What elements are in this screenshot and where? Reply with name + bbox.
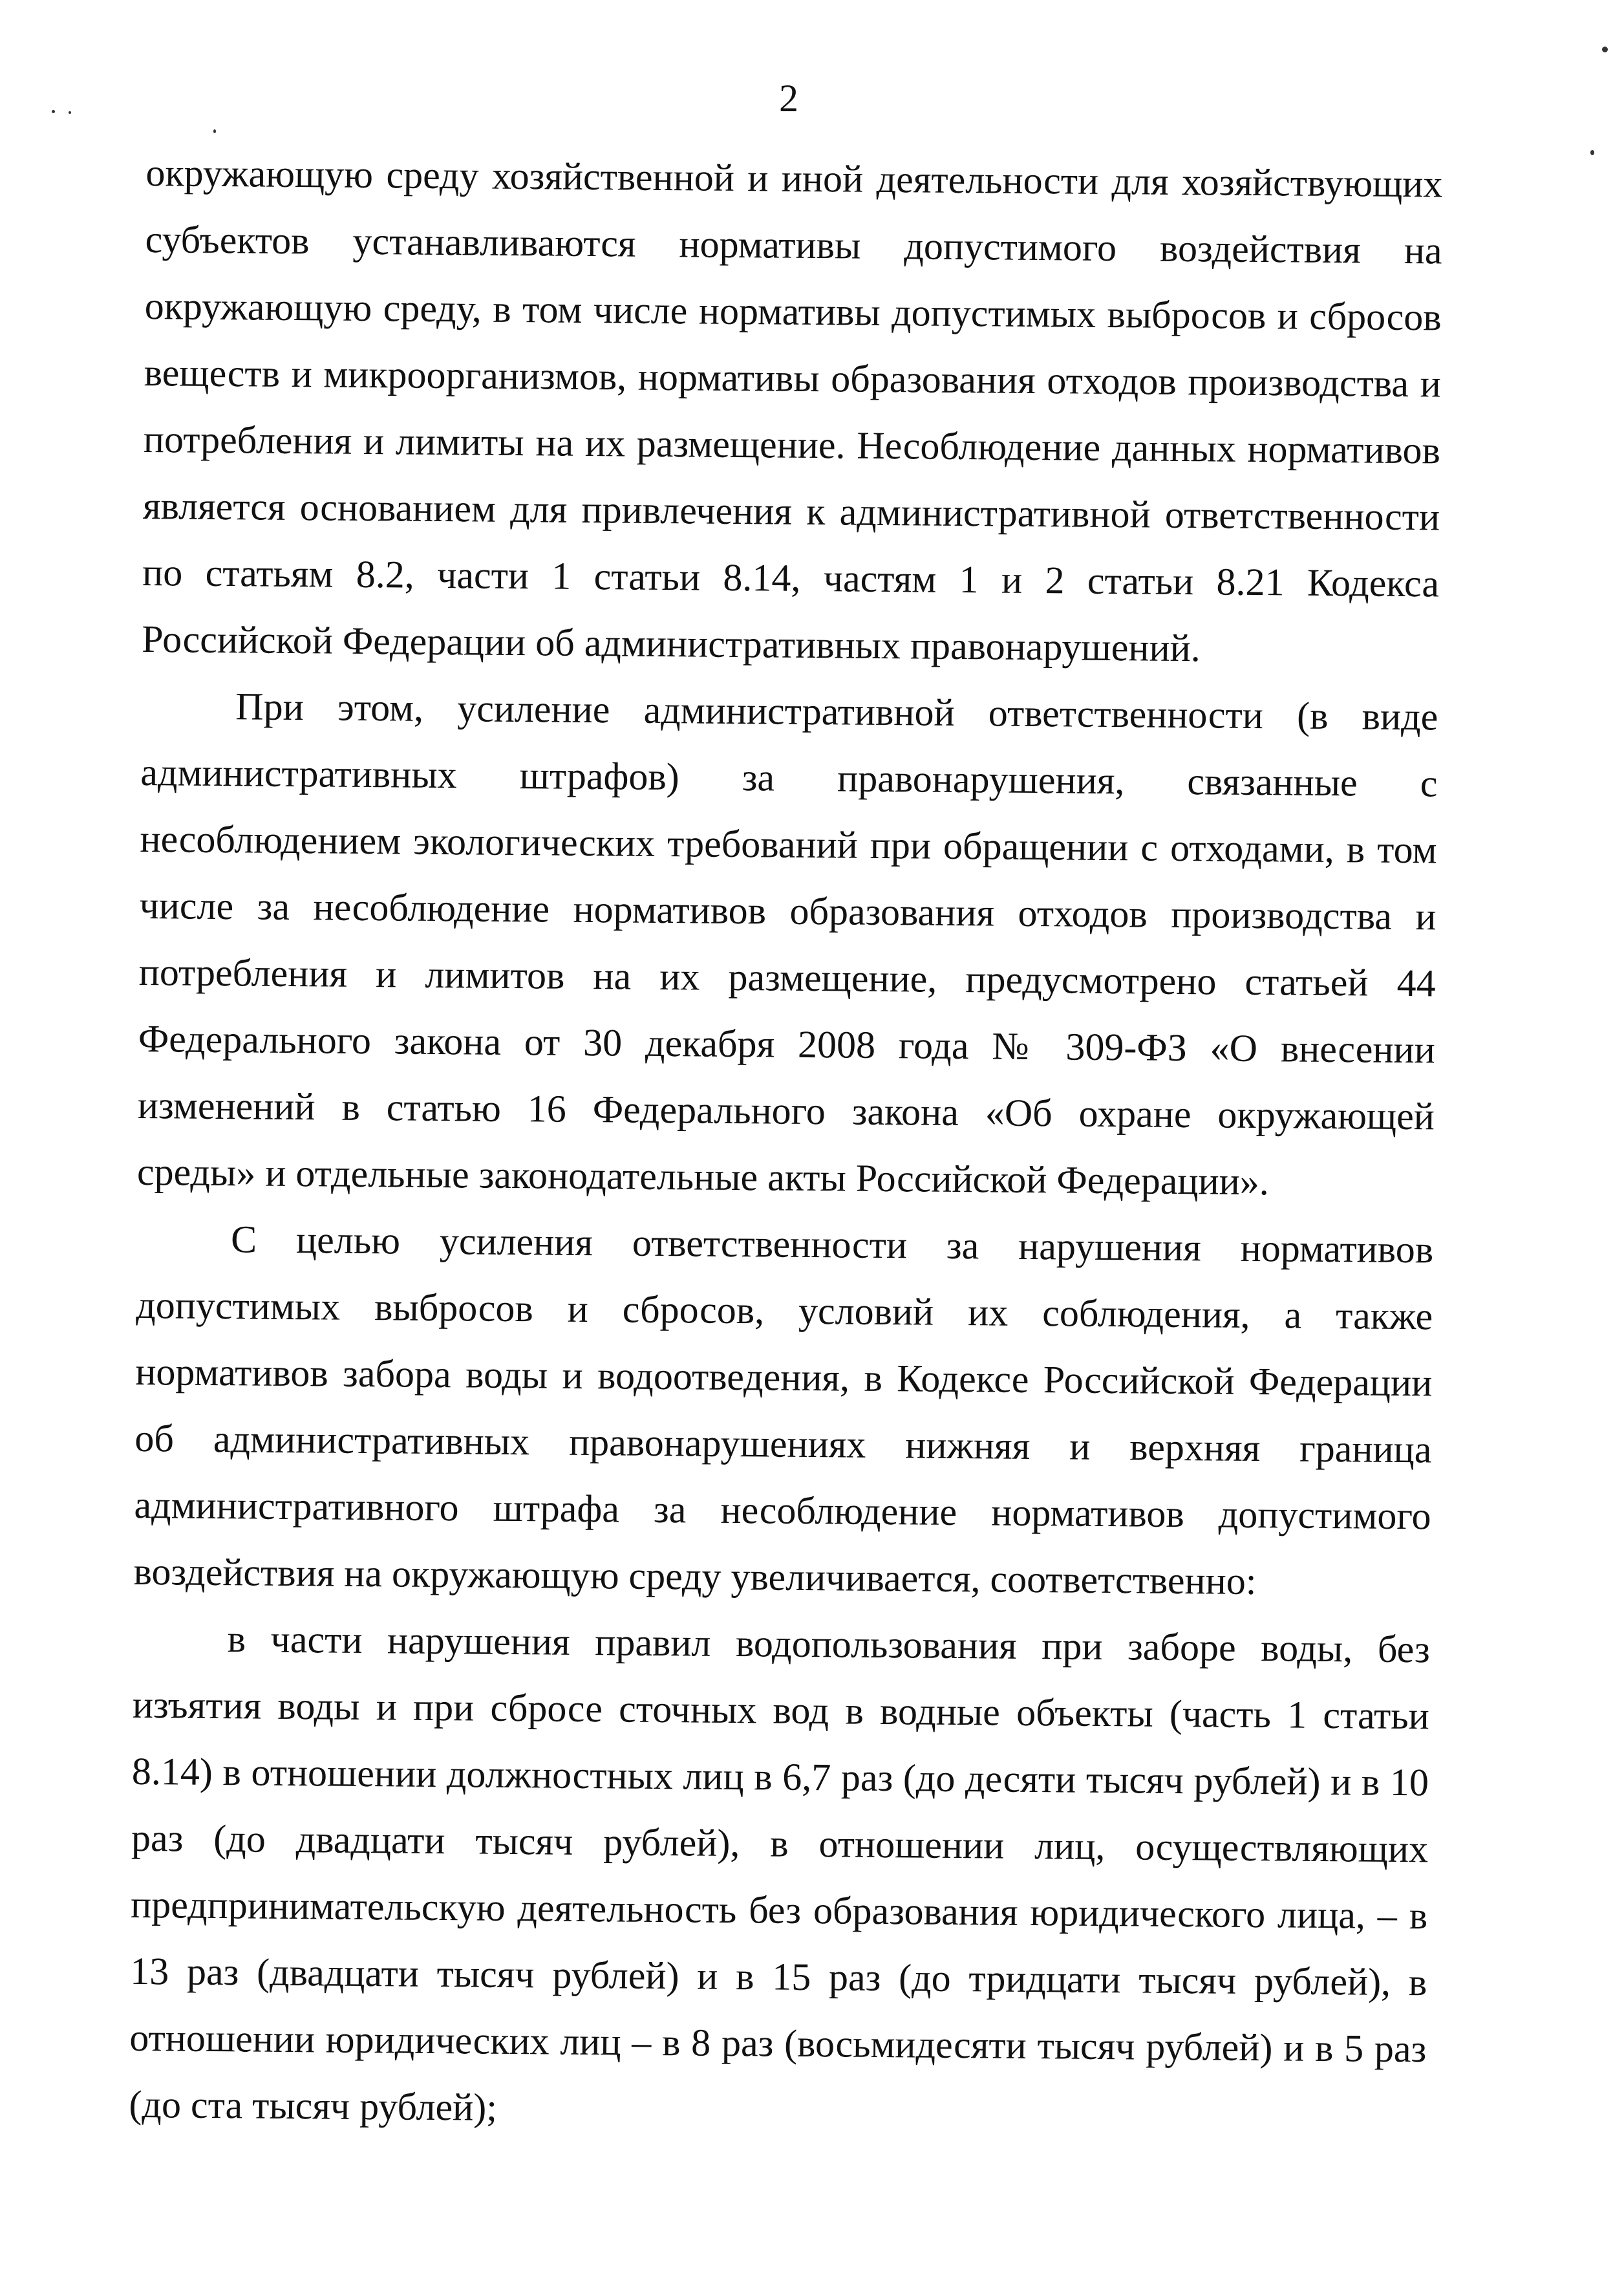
text-line: об административных правонарушениях нижняя и верхняя граница xyxy=(134,1416,1432,1471)
text-line: 13 раз (двадцати тысяч рублей) и в 15 раз (до тридцати тысяч рублей), в xyxy=(129,1949,1427,2004)
scan-speck xyxy=(1590,150,1594,155)
text-line: по статьям 8.2, части 1 статьи 8.14, частям 1 и 2 статьи 8.21 Кодекса xyxy=(142,550,1440,605)
text-line: потребления и лимитов на их размещение, предусмотрено статьей 44 xyxy=(138,950,1436,1005)
text-line: раз (до двадцати тысяч рублей), в отношении лиц, осуществляющих xyxy=(131,1816,1429,1871)
paragraph xyxy=(137,673,1438,1216)
scan-speck xyxy=(1602,47,1608,52)
document-body xyxy=(129,140,1443,2149)
text-line: в части нарушения правил водопользования при заборе воды, без xyxy=(227,1617,1430,1671)
text-line: среды» и отдельные законодательные акты Российской Федерации». xyxy=(136,1150,1270,1203)
text-line: изъятия воды и при сбросе сточных вод в водные объекты (часть 1 статьи xyxy=(132,1683,1430,1738)
text-line: При этом, усиление административной ответственности (в виде xyxy=(235,685,1438,739)
scan-speck xyxy=(52,110,55,113)
text-line: предпринимательскую деятельность без образования юридического лица, – в xyxy=(130,1882,1428,1937)
scan-speck xyxy=(69,111,71,114)
text-line: нормативов забора воды и водоотведения, в Кодексе Российской Федерации xyxy=(135,1350,1433,1405)
text-line: изменений в статью 16 Федерального закона «Об охране окружающей xyxy=(137,1083,1435,1138)
text-line: 8.14) в отношении должностных лиц в 6,7 раз (до десяти тысяч рублей) и в 10 xyxy=(131,1749,1429,1804)
text-line: административного штрафа за несоблюдение нормативов допустимого xyxy=(134,1483,1431,1538)
text-line: является основанием для привлечения к административной ответственности xyxy=(142,484,1440,539)
text-line: административных штрафов) за правонарушения, связанные с xyxy=(140,750,1438,805)
text-line: окружающую среду, в том числе нормативы допустимых выбросов и сбросов xyxy=(144,284,1442,339)
text-line: С целью усиления ответственности за нарушения нормативов xyxy=(230,1218,1434,1271)
text-line: воздействия на окружающую среду увеличивается, соответственно: xyxy=(133,1549,1257,1603)
text-line: (до ста тысяч рублей); xyxy=(129,2082,498,2129)
text-line: числе за несоблюдение нормативов образования отходов производства и xyxy=(139,883,1437,938)
paragraph xyxy=(133,1205,1433,1616)
text-line: отношении юридических лиц – в 8 раз (восьмидесяти тысяч рублей) и в 5 раз xyxy=(129,2016,1427,2071)
paragraph xyxy=(142,140,1443,684)
text-line: веществ и микроорганизмов, нормативы образования отходов производства и xyxy=(144,350,1442,405)
text-line: допустимых выбросов и сбросов, условий их соблюдения, а также xyxy=(135,1283,1433,1338)
text-line: субъектов устанавливаются нормативы допустимого воздействия на xyxy=(145,217,1442,272)
text-line: Российской Федерации об административных правонарушений. xyxy=(141,617,1201,670)
text-line: Федерального закона от 30 декабря 2008 года № 309-ФЗ «О внесении xyxy=(138,1017,1436,1072)
text-line: несоблюдением экологических требований при обращении с отходами, в том xyxy=(140,817,1437,872)
text-line: потребления и лимиты на их размещение. Несоблюдение данных нормативов xyxy=(143,417,1441,472)
page-number: 2 xyxy=(779,77,798,120)
text-line: окружающую среду хозяйственной и иной деятельности для хозяйствующих xyxy=(145,151,1443,206)
paragraph xyxy=(129,1605,1430,2149)
scan-speck xyxy=(213,129,216,133)
